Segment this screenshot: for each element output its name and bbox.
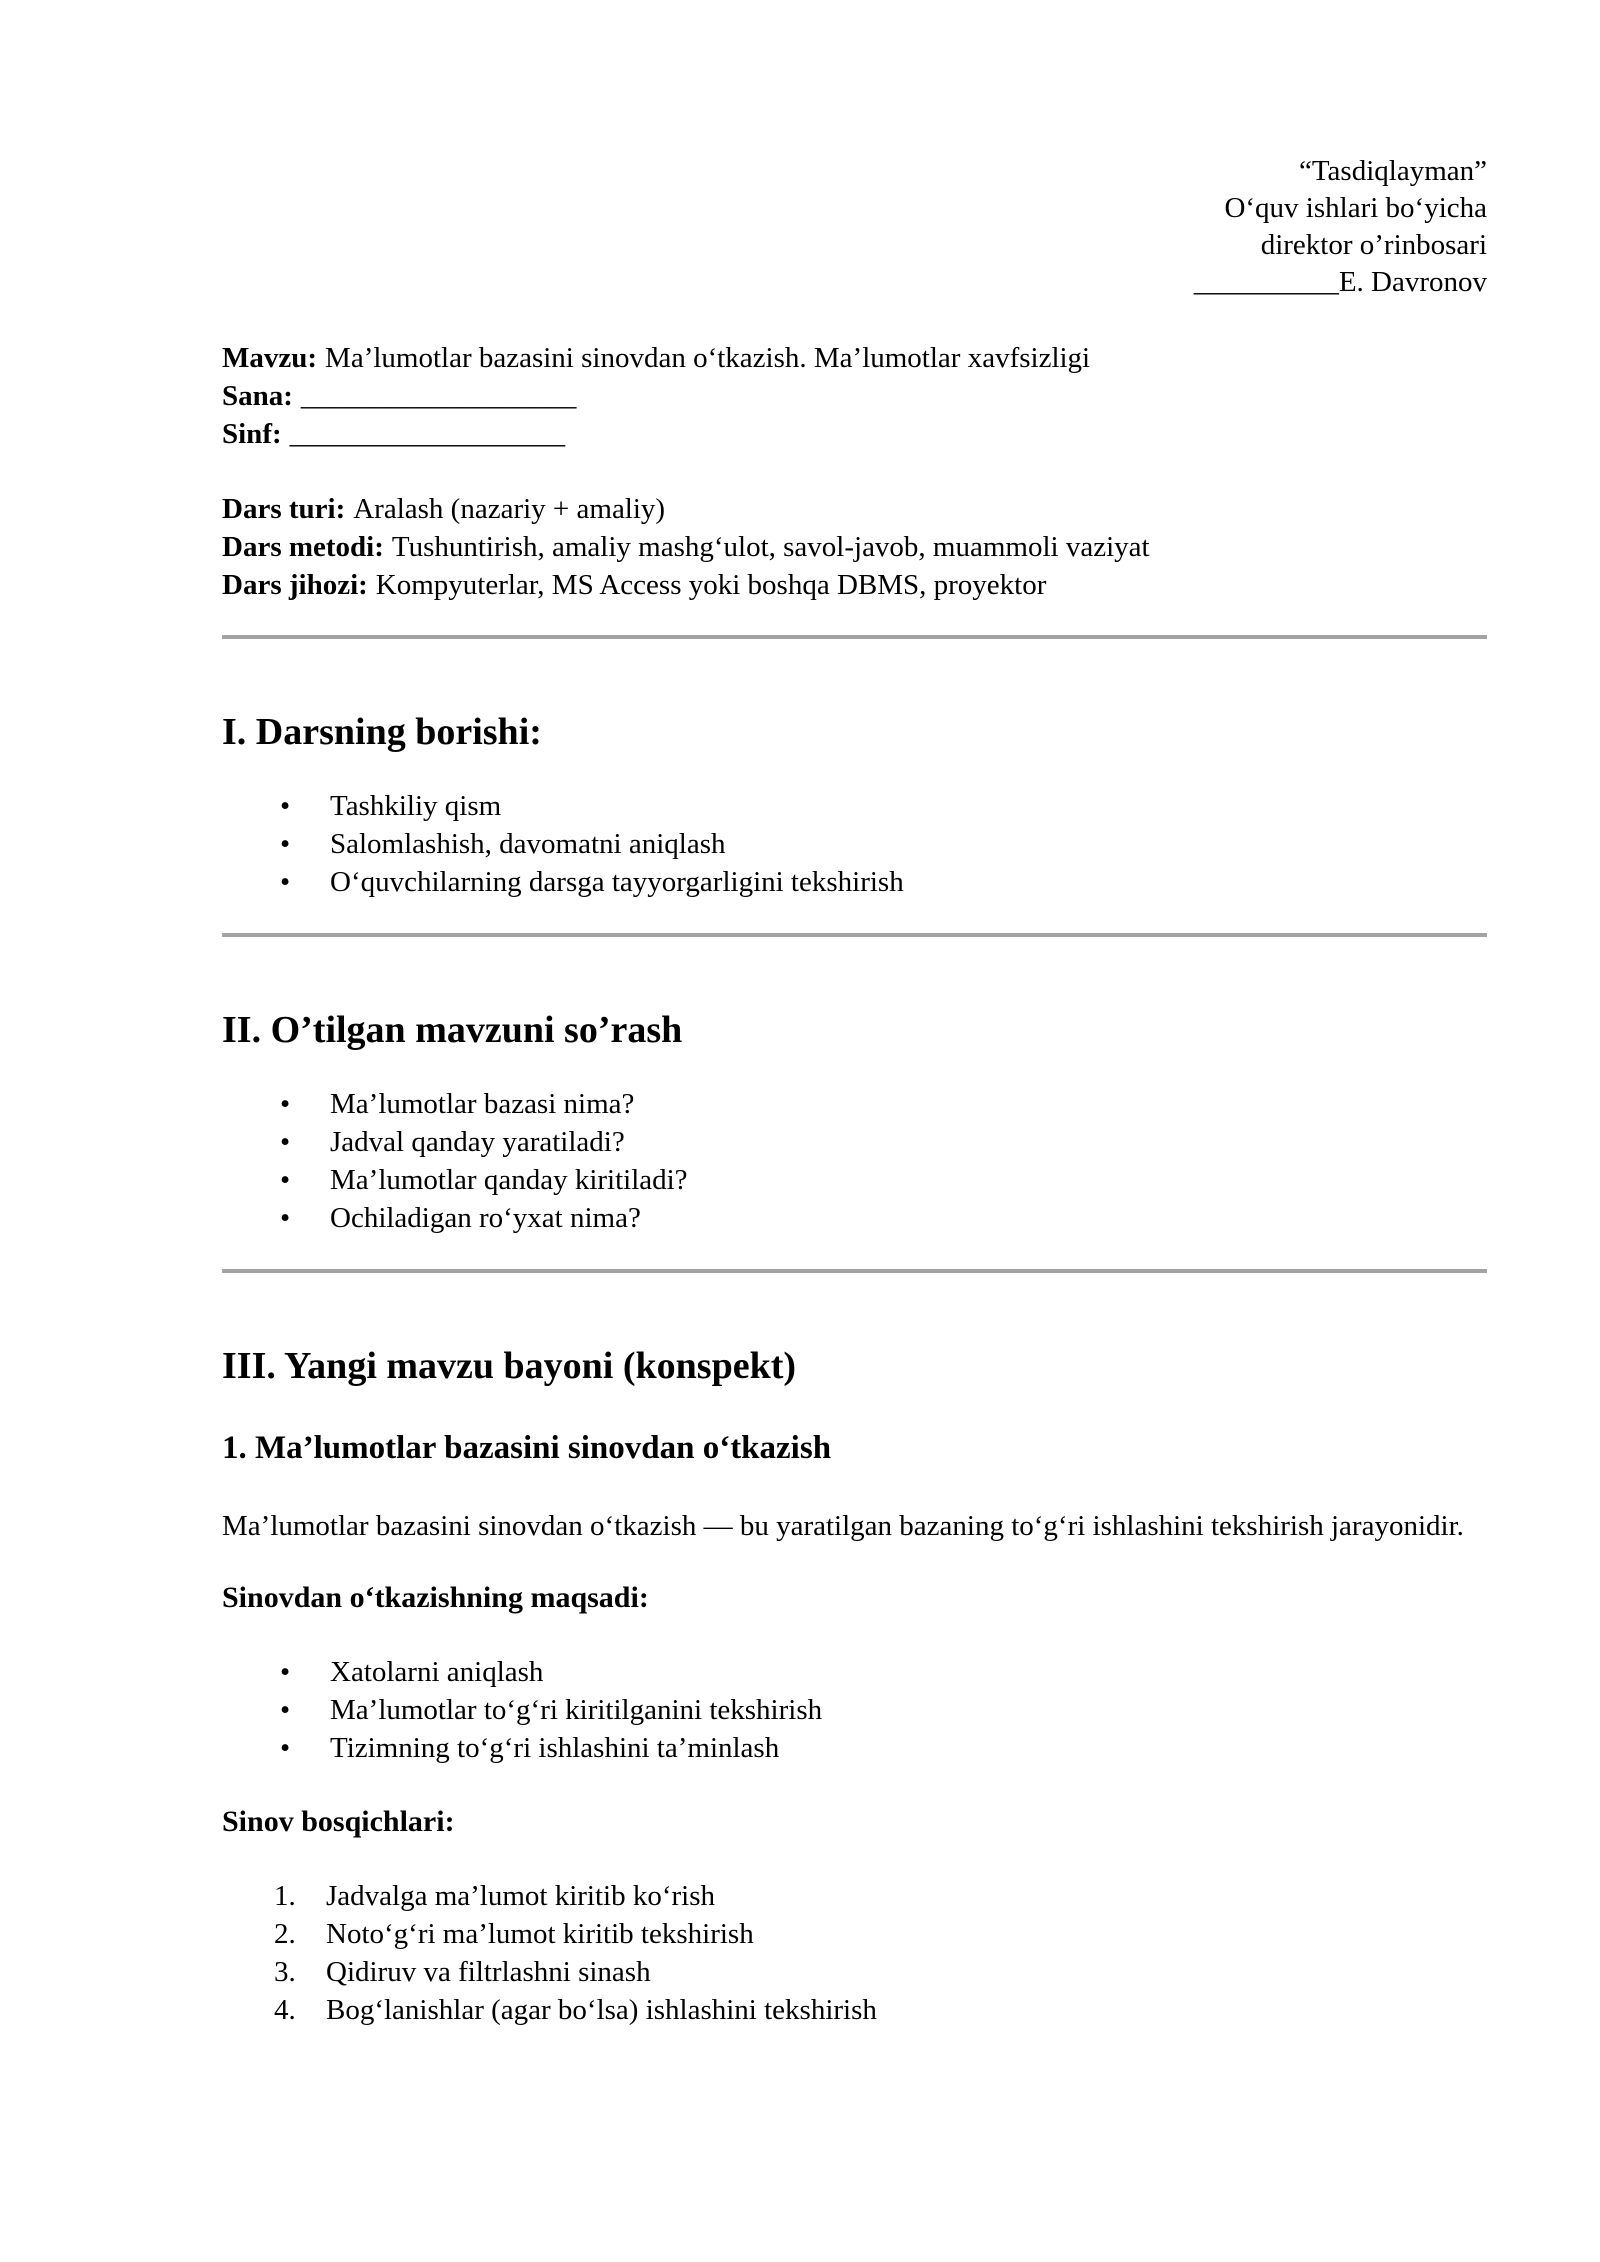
section-2-list (222, 1085, 1487, 1237)
list-item: • Xatolarni aniqlash (222, 1653, 1487, 1691)
dars-metodi-label: Dars metodi: (222, 531, 384, 563)
sana-line (222, 380, 576, 412)
steps-list (222, 1877, 1487, 2029)
intro-paragraph: Ma’lumotlar bazasini sinovdan o‘tkazish — bu yaratilgan bazaning to‘g‘ri ishlashini tekshirish jarayonidir. (222, 1510, 1464, 1542)
subsection-title: 1. Ma’lumotlar bazasini sinovdan o‘tkazish (222, 1430, 832, 1466)
dars-turi-label: Dars turi: (222, 493, 346, 525)
meta-lesson-block (222, 490, 1487, 604)
mavzu-label: Mavzu: (222, 342, 318, 374)
numbered-list-item: Noto‘g‘ri ma’lumot kiritib tekshirish (326, 1918, 754, 1950)
mavzu-line (222, 342, 1090, 374)
goals-list (222, 1653, 1487, 1767)
dars-jihozi-value: Kompyuterlar, MS Access yoki boshqa DBMS, proyektor (375, 569, 1047, 601)
dars-turi-line (222, 493, 665, 525)
list-item: • Jadval qanday yaratiladi? (222, 1123, 1487, 1161)
list-item: • Ma’lumotlar to‘g‘ri kiritilganini tekshirish (222, 1691, 1487, 1729)
sana-blank: ___________________ (300, 380, 577, 412)
approval-line-1: “Tasdiqlayman” (1298, 155, 1487, 187)
sana-label: Sana: (222, 380, 293, 412)
dars-metodi-line (222, 531, 1150, 563)
approval-block (222, 153, 1487, 301)
divider (222, 635, 1487, 639)
section-2-title: II. O’tilgan mavzuni so’rash (222, 1009, 683, 1051)
steps-heading: Sinov bosqichlari: (222, 1805, 455, 1838)
section-3-title: III. Yangi mavzu bayoni (konspekt) (222, 1345, 797, 1387)
dars-jihozi-label: Dars jihozi: (222, 569, 368, 601)
list-item: • O‘quvchilarning darsga tayyorgarligini tekshirish (222, 863, 1487, 901)
signature-blank: __________ (1193, 266, 1339, 298)
goals-heading: Sinovdan o‘tkazishning maqsadi: (222, 1581, 649, 1614)
section-1-list (222, 787, 1487, 901)
list-item: • Ma’lumotlar qanday kiritiladi? (222, 1161, 1487, 1199)
sinf-blank: ___________________ (289, 418, 566, 450)
sinf-label: Sinf: (222, 418, 282, 450)
list-item: • Ochiladigan ro‘yxat nima? (222, 1199, 1487, 1237)
sinf-line (222, 418, 565, 450)
dars-jihozi-line (222, 569, 1046, 601)
mavzu-value: Ma’lumotlar bazasini sinovdan o‘tkazish. Ma’lumotlar xavfsizligi (325, 342, 1091, 374)
approval-line-3: direktor o’rinbosari (1260, 229, 1487, 261)
numbered-list-item: Qidiruv va filtrlashni sinash (326, 1956, 651, 1988)
divider (222, 933, 1487, 937)
signature-name: E. Davronov (1338, 266, 1487, 298)
meta-topic-block (222, 339, 1487, 453)
numbered-list-item: Bog‘lanishlar (agar bo‘lsa) ishlashini tekshirish (326, 1994, 877, 2026)
list-item: • Salomlashish, davomatni aniqlash (222, 825, 1487, 863)
approval-line-2: O‘quv ishlari bo‘yicha (1224, 192, 1487, 224)
dars-turi-value: Aralash (nazariy + amaliy) (353, 493, 666, 525)
approval-signature-line (222, 264, 1487, 301)
section-1-title: I. Darsning borishi: (222, 711, 542, 753)
list-item: • Tizimning to‘g‘ri ishlashini ta’minlash (222, 1729, 1487, 1767)
list-item: • Ma’lumotlar bazasi nima? (222, 1085, 1487, 1123)
divider (222, 1269, 1487, 1273)
list-item: • Tashkiliy qism (222, 787, 1487, 825)
numbered-list-item: Jadvalga ma’lumot kiritib ko‘rish (326, 1880, 716, 1912)
dars-metodi-value: Tushuntirish, amaliy mashg‘ulot, savol-javob, muammoli vaziyat (391, 531, 1150, 563)
